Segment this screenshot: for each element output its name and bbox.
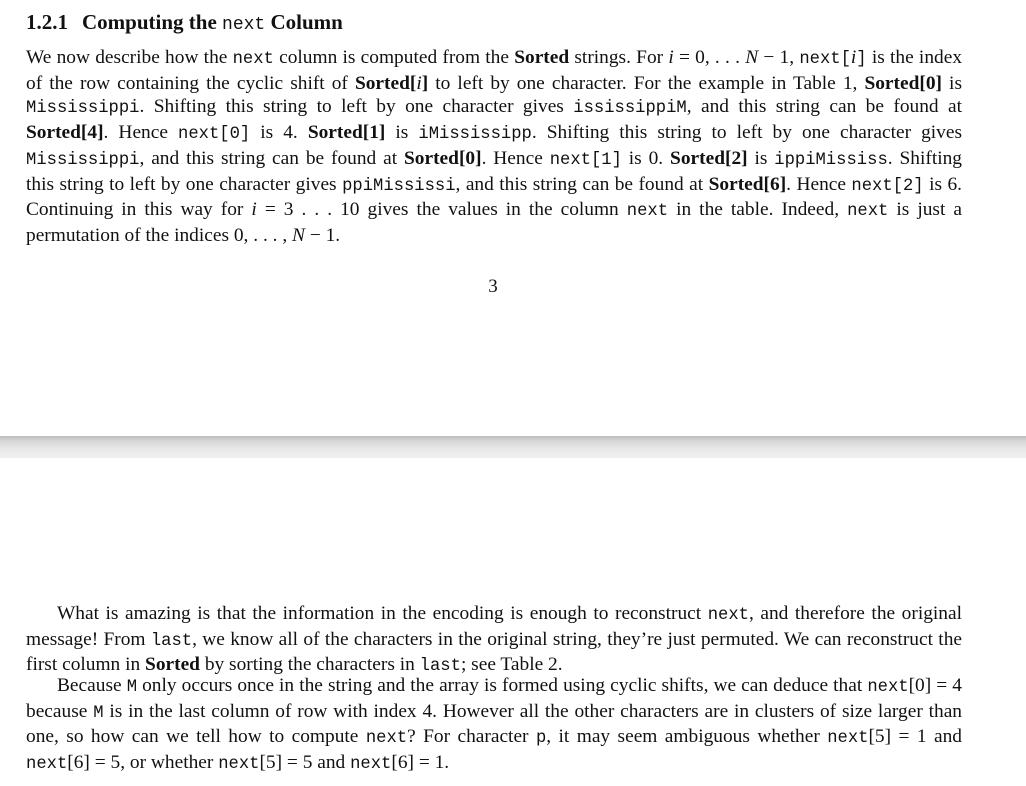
bold-term: Sorted[2]: [670, 147, 748, 169]
text-run: , and this string can be found at: [455, 173, 709, 195]
bold-term: ]: [421, 72, 429, 94]
code-term: M: [93, 703, 104, 723]
code-term: Mississippi: [26, 99, 140, 119]
code-term: last: [150, 631, 193, 651]
text-run: [5] = 5 and: [259, 752, 351, 774]
paragraph-reconstruct: [26, 602, 962, 679]
math-variable: i: [850, 47, 857, 68]
text-run: − 1.: [304, 224, 341, 246]
section-number: 1.2.1: [26, 10, 68, 34]
code-term: ississippiM: [573, 99, 687, 119]
code-term: p: [535, 729, 547, 749]
text-run: is the index of the row containing the cyclic shift of: [26, 47, 963, 94]
math-variable: N: [292, 224, 305, 246]
text-run: . Shifting this string to left by one character gives: [26, 147, 962, 195]
code-term: next: [218, 755, 260, 775]
text-run: only occurs once in the string and the array is formed using cyclic shifts, we can deduce that: [137, 675, 868, 696]
text-run: is 4.: [250, 122, 308, 144]
code-term: next: [867, 678, 909, 697]
bold-term: Sorted[: [354, 72, 417, 94]
text-run: is: [747, 147, 775, 169]
bold-term: Sorted[1]: [307, 122, 386, 144]
page-number: 3: [488, 276, 498, 297]
section-title-text: Column: [270, 10, 343, 34]
text-run: . Shifting this string to left by one character gives: [531, 122, 962, 144]
text-run: is just a permutation of the indices 0, . . . ,: [26, 199, 962, 246]
code-term: next: [847, 202, 889, 222]
code-term: next: [26, 755, 68, 775]
text-run: What is amazing is that the information in the encoding is enough to reconstruct: [57, 603, 708, 624]
code-term: next: [232, 50, 274, 69]
math-variable: i: [416, 72, 422, 94]
text-run: [6] = 1.: [391, 752, 450, 774]
code-term: next[1]: [549, 150, 622, 170]
code-term: next[2]: [851, 176, 924, 196]
code-term: next: [365, 729, 408, 749]
page-separator: [0, 436, 1026, 458]
code-term: next[0]: [178, 125, 251, 145]
text-run: . Hence: [103, 122, 178, 144]
code-term: next: [626, 202, 669, 222]
code-term: M: [126, 678, 138, 697]
bold-term: Sorted: [145, 654, 200, 676]
bold-term: Sorted[0]: [864, 72, 942, 94]
text-run: ; see Table 2.: [460, 654, 563, 676]
text-run: . Shifting this string to left by one character gives: [139, 96, 574, 118]
bold-term: Sorted[4]: [26, 122, 104, 144]
paragraph-next-column: [26, 46, 962, 248]
code-term: next: [707, 606, 749, 625]
code-term: ppiMississi: [342, 176, 456, 196]
code-term: next: [350, 755, 392, 775]
code-term: Mississippi: [26, 150, 140, 170]
text-run: , it may seem ambiguous whether: [546, 726, 828, 748]
text-run: − 1,: [758, 47, 800, 68]
bold-term: Sorted: [514, 47, 570, 68]
text-run: Because: [57, 675, 127, 696]
paragraph-ambiguity: [26, 674, 962, 777]
text-run: column is computed from the: [273, 47, 515, 68]
text-run: is: [942, 72, 962, 94]
code-term: next: [827, 729, 869, 749]
section-title-code: next: [222, 15, 266, 35]
text-run: is: [385, 122, 419, 144]
code-term: last: [419, 657, 461, 677]
code-term: next[: [799, 50, 851, 69]
text-run: , and this string can be found at: [139, 147, 405, 169]
text-run: [5] = 1 and: [868, 726, 962, 748]
text-run: [6] = 5, or whether: [67, 752, 219, 774]
text-run: is 6. Continuing in this way for: [26, 173, 962, 221]
text-run: by sorting the characters in: [199, 654, 420, 676]
text-run: , and therefore the original message! From: [26, 603, 962, 650]
section-heading: [26, 9, 343, 38]
text-run: = 3 . . . 10 gives the values in the column: [256, 199, 627, 221]
text-run: strings. For: [569, 47, 669, 68]
text-run: [0] = 4 because: [26, 675, 963, 722]
text-run: to left by one character. For the example in Table 1,: [428, 72, 865, 94]
math-variable: i: [251, 199, 257, 221]
text-run: , we know all of the characters in the original string, they’re just permuted. We can reconstruct the first column in: [26, 628, 962, 676]
math-variable: N: [745, 47, 759, 68]
text-run: is in the last column of row with index 4. However all the other characters are in clusters of size larger than one, so how can we tell how to compute: [26, 700, 962, 748]
text-run: = 0, . . .: [673, 47, 746, 68]
code-term: ]: [856, 50, 867, 69]
section-title-text: Computing the: [82, 10, 217, 34]
math-variable: i: [668, 47, 674, 68]
bold-term: Sorted[6]: [708, 173, 787, 195]
text-run: , and this string can be found at: [686, 96, 963, 118]
code-term: iMississipp: [418, 125, 532, 145]
text-run: . Hence: [481, 147, 550, 169]
code-term: ippiMississ: [774, 150, 888, 170]
text-run: in the table. Indeed,: [668, 199, 848, 221]
text-run: . Hence: [786, 173, 852, 195]
text-run: We now describe how the: [26, 47, 233, 68]
bold-term: Sorted[0]: [404, 147, 482, 169]
text-run: ? For character: [407, 726, 536, 748]
text-run: is 0.: [621, 147, 671, 169]
